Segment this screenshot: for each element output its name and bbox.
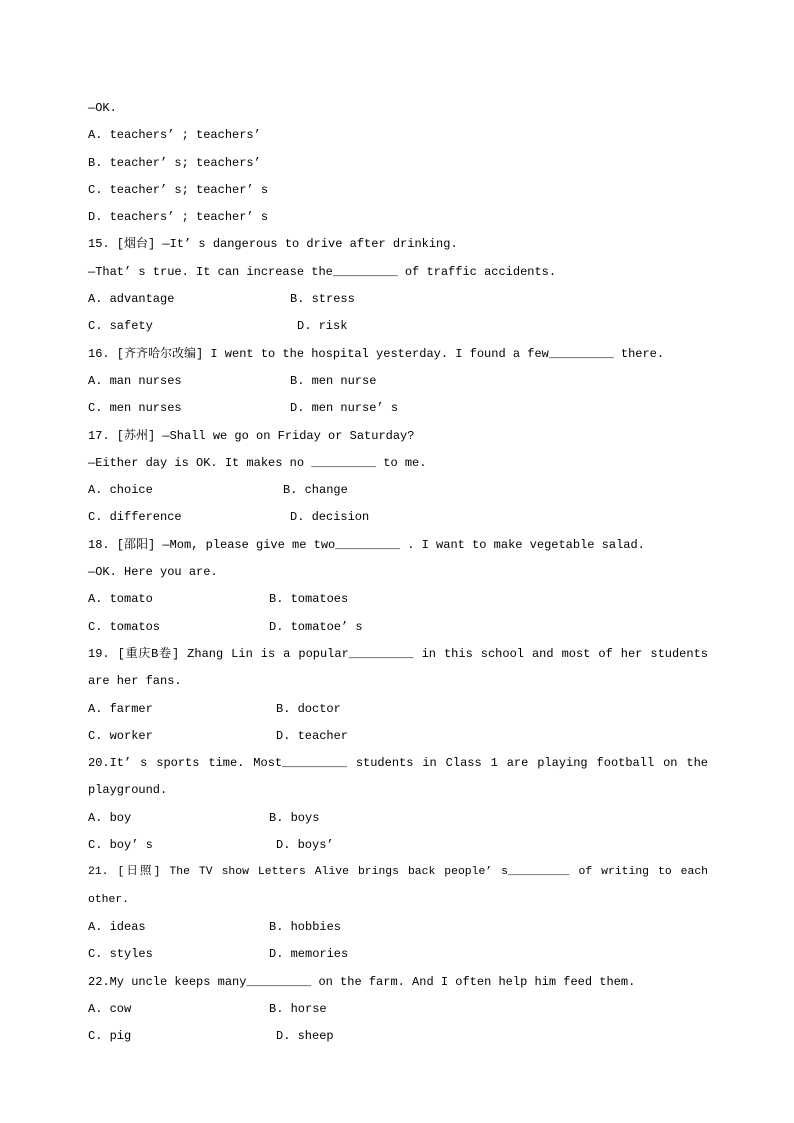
option-a: A. farmer [88,701,153,716]
option-a: A. man nurses [88,373,182,388]
option-a: A. tomato [88,592,153,607]
option-d: D. men nurse’ s [290,401,399,416]
question-18: 18. [邵阳] —Mom, please give me two_________ . I want to make vegetable salad. [88,537,645,552]
option-c: C. worker [88,728,153,743]
option-b: B. horse [269,1001,327,1016]
question-19: 19. [重庆B卷] Zhang Lin is a popular_________ in this school and most of her students are her fans. [88,646,708,689]
option-d: D. boys’ [276,838,334,853]
question-15: 15. [烟台] —It’ s dangerous to drive after drinking. [88,237,458,252]
question-list [88,95,708,1050]
option-d: D. risk [297,319,348,334]
question-21-options-ab [88,914,708,941]
option-d: D. teachers’ ; teacher’ s [88,210,269,225]
option-b: B. hobbies [269,919,342,934]
option-b: B. teacher’ s; teachers’ [88,155,261,170]
question-18-options-ab [88,586,708,613]
question-20-options-ab [88,805,708,832]
question-21-options-cd [88,941,708,968]
option-c: C. styles [88,947,153,962]
question-18-response: —OK. Here you are. [88,565,218,580]
option-a: A. boy [88,810,132,825]
option-c: C. pig [88,1029,132,1044]
option-c: C. difference [88,510,182,525]
question-20-options-cd [88,832,708,859]
option-c: C. boy’ s [88,838,153,853]
option-d: D. tomatoe’ s [269,619,363,634]
question-15-response: —That’ s true. It can increase the_________ of traffic accidents. [88,264,557,279]
question-21: 21. [日照] The TV show Letters Alive brings back people’ s_________ of writing to each other. [88,866,708,906]
option-a: A. teachers’ ; teachers’ [88,128,261,143]
option-d: D. decision [290,510,370,525]
question-19-options-ab [88,696,708,723]
option-c: C. teacher’ s; teacher’ s [88,182,269,197]
option-b: B. men nurse [290,373,377,388]
option-d: D. sheep [276,1029,334,1044]
question-20: 20.It’ s sports time. Most_________ students in Class 1 are playing football on the playground. [88,756,708,798]
option-c: C. men nurses [88,401,182,416]
question-17-response: —Either day is OK. It makes no _________ to me. [88,455,427,470]
option-b: B. change [283,483,348,498]
question-17-options-cd [88,504,708,531]
question-19-options-cd [88,723,708,750]
option-c: C. safety [88,319,153,334]
question-18-options-cd [88,614,708,641]
question-17-options-ab [88,477,708,504]
question-16: 16. [齐齐哈尔改编] I went to the hospital yesterday. I found a few_________ there. [88,346,665,361]
question-16-options-cd [88,395,708,422]
option-a: A. cow [88,1001,132,1016]
question-16-options-ab [88,368,708,395]
question-22-options-ab [88,996,708,1023]
question-22-options-cd [88,1023,708,1050]
answer-line: —OK. [88,101,117,115]
option-c: C. tomatos [88,619,161,634]
question-17: 17. [苏州] —Shall we go on Friday or Saturday? [88,428,415,443]
option-b: B. boys [269,810,320,825]
option-a: A. ideas [88,919,146,934]
option-a: A. choice [88,483,153,498]
question-15-options-ab [88,286,708,313]
option-b: B. tomatoes [269,592,349,607]
option-b: B. stress [290,292,355,307]
option-d: D. teacher [276,728,349,743]
question-15-options-cd [88,313,708,340]
option-d: D. memories [269,947,349,962]
question-22: 22.My uncle keeps many_________ on the farm. And I often help him feed them. [88,974,636,989]
option-b: B. doctor [276,701,341,716]
option-a: A. advantage [88,292,175,307]
